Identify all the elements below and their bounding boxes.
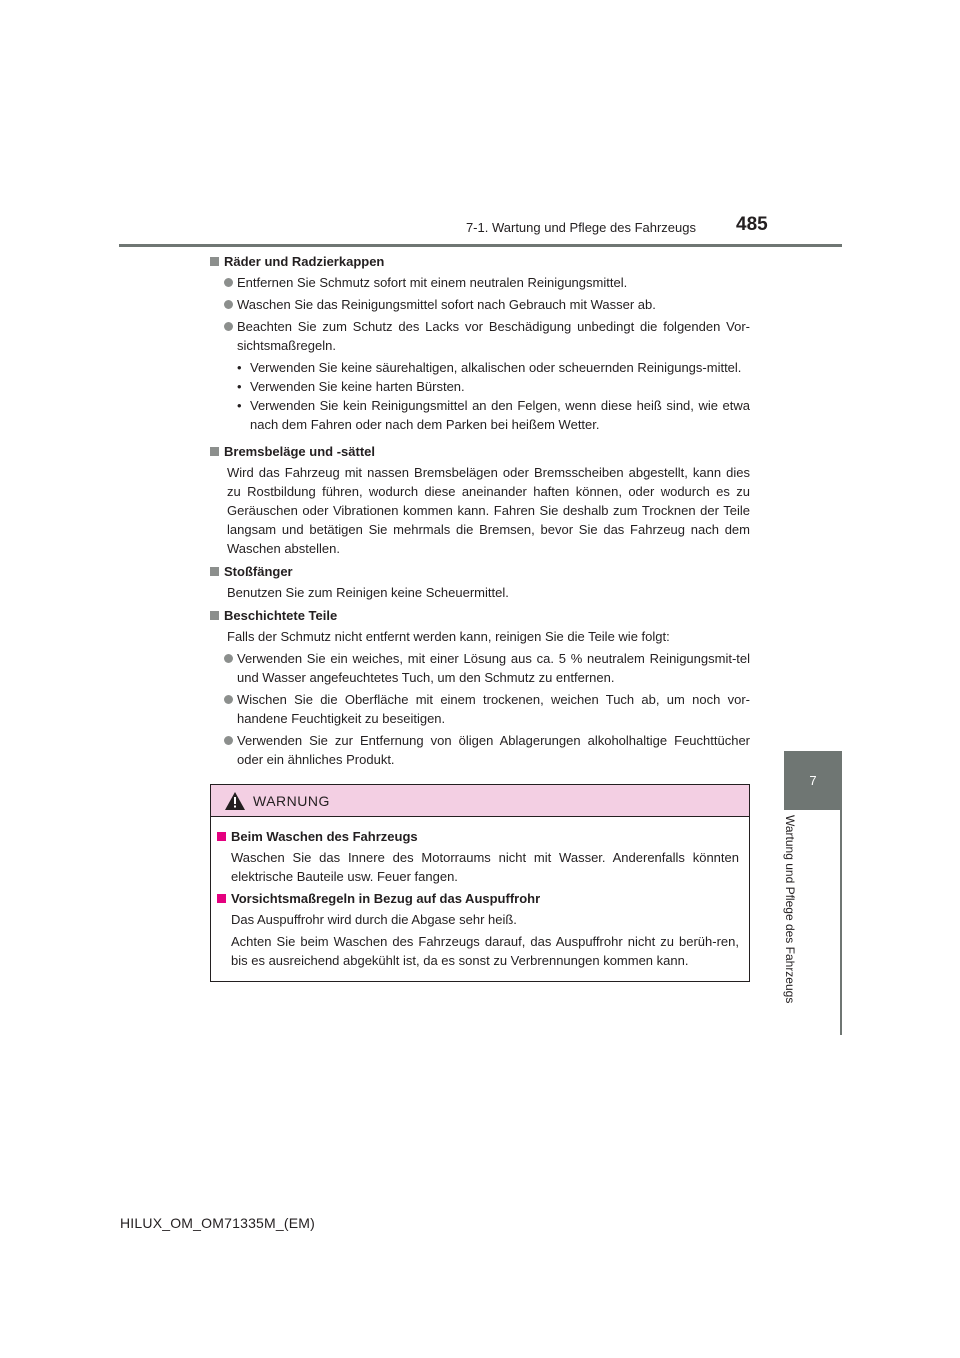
- section-title: Räder und Radzierkappen: [224, 254, 385, 269]
- sub-bullet-mark: •: [237, 379, 242, 394]
- section-beschichtet: [210, 606, 750, 769]
- warning-item-text: Das Auspuffrohr wird durch die Abgase sehr heiß.: [231, 912, 517, 927]
- chapter-side-label: Wartung und Pflege des Fahrzeugs: [783, 815, 797, 1004]
- section-text: Benutzen Sie zum Reinigen keine Scheuermittel.: [227, 585, 509, 600]
- sub-bullet-mark: •: [237, 398, 242, 413]
- list-item: Beachten Sie zum Schutz des Lacks vor Beschädigung unbedingt die folgenden Vor-sichtsmaßregeln.: [224, 317, 750, 355]
- header-divider: [119, 244, 842, 247]
- round-bullet-icon: [224, 317, 237, 326]
- chapter-number: 7: [809, 773, 817, 788]
- square-bullet-icon: [217, 894, 226, 903]
- list-item: Waschen Sie das Reinigungsmittel sofort nach Gebrauch mit Wasser ab.: [224, 295, 750, 314]
- square-bullet-icon: [210, 611, 219, 620]
- warning-title: WARNUNG: [253, 792, 330, 809]
- square-bullet-icon: [210, 567, 219, 576]
- warning-item-heading: Beim Waschen des Fahrzeugs: [217, 827, 739, 846]
- warning-item-heading: Vorsichtsmaßregeln in Bezug auf das Auspuffrohr: [217, 889, 739, 908]
- chapter-tab: [784, 751, 842, 810]
- section-heading: [210, 562, 750, 581]
- section-text: Wird das Fahrzeug mit nassen Bremsbelägen oder Bremsscheiben abgestellt, kann dies zu Rostbildung führen, wodurch diese aneinander haften können, oder wodurch es zu Geräuschen oder Vibrationen kommen kann. Fahren Sie deshalb zum Trocknen der Teile langsam und betätigen Sie mehrmals die Bremsen, bevor Sie das Fahrzeug nach dem Waschen abstellen.: [227, 465, 750, 556]
- section-raeder: [210, 252, 750, 438]
- warning-body: [211, 817, 749, 970]
- section-heading: [210, 442, 750, 461]
- header-section-title: 7-1. Wartung und Pflege des Fahrzeugs: [465, 220, 696, 235]
- list-item: Verwenden Sie ein weiches, mit einer Lösung aus ca. 5 % neutralem Reinigungsmit-tel und Wasser angefeuchtetes Tuch, um den Schmutz zu entfernen.: [224, 649, 750, 687]
- section-stoss: [210, 562, 750, 602]
- list-item: Verwenden Sie zur Entfernung von öligen Ablagerungen alkoholhaltige Feuchttücher oder ein ähnliches Produkt.: [224, 731, 750, 769]
- square-bullet-icon: [210, 257, 219, 266]
- warning-triangle-icon: [225, 792, 245, 810]
- warning-header: [211, 785, 749, 817]
- page-number: 485: [736, 214, 768, 235]
- section-bremse: [210, 442, 750, 558]
- warning-box: [210, 784, 750, 982]
- section-title: Beschichtete Teile: [224, 608, 338, 623]
- round-bullet-icon: [224, 295, 237, 304]
- side-divider: [840, 810, 842, 1035]
- section-title: Bremsbeläge und -sättel: [224, 444, 375, 459]
- square-bullet-icon: [217, 832, 226, 841]
- sub-list-item: • Verwenden Sie keine harten Bürsten.: [237, 379, 465, 394]
- round-bullet-icon: [224, 690, 237, 699]
- main-content: [210, 252, 750, 773]
- round-bullet-icon: [224, 731, 237, 740]
- section-text: Falls der Schmutz nicht entfernt werden kann, reinigen Sie die Teile wie folgt:: [227, 629, 670, 644]
- list-item: Wischen Sie die Oberfläche mit einem trockenen, weichen Tuch ab, um noch vor-handene Feuchtigkeit zu beseitigen.: [224, 690, 750, 728]
- document-id: HILUX_OM_OM71335M_(EM): [120, 1215, 316, 1231]
- sub-bullet-mark: •: [237, 360, 242, 375]
- sub-list-item: • Verwenden Sie kein Reinigungsmittel an den Felgen, wenn diese heiß sind, wie etwa nach dem Fahren oder nach dem Parken bei heißem Wetter.: [237, 398, 750, 432]
- round-bullet-icon: [224, 273, 237, 282]
- warning-item-text: Waschen Sie das Innere des Motorraums nicht mit Wasser. Anderenfalls könnten elektrische Bauteile usw. Feuer fangen.: [231, 850, 739, 884]
- page-header: [0, 0, 960, 260]
- sub-list-item: • Verwenden Sie keine säurehaltigen, alkalischen oder scheuernden Reinigungs-mittel.: [237, 360, 742, 375]
- section-heading: [210, 252, 750, 271]
- round-bullet-icon: [224, 649, 237, 658]
- warning-item-text: Achten Sie beim Waschen des Fahrzeugs darauf, das Auspuffrohr nicht zu berüh-ren, bis es ausreichend abgekühlt ist, da es sonst zu Verbrennungen kommen kann.: [231, 934, 739, 968]
- section-heading: [210, 606, 750, 625]
- list-item: Entfernen Sie Schmutz sofort mit einem neutralen Reinigungsmittel.: [224, 273, 750, 292]
- square-bullet-icon: [210, 447, 219, 456]
- section-title: Stoßfänger: [224, 564, 293, 579]
